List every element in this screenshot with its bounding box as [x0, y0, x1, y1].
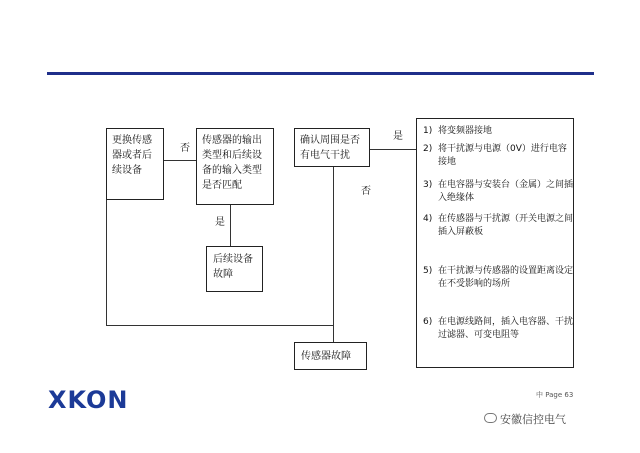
measure-text: 在传感器与干扰源（开关电源之间插入屏蔽板	[438, 214, 574, 237]
measure-text: 在干扰源与传感器的设置距离设定在不受影响的场所	[438, 266, 574, 289]
title-divider	[47, 72, 594, 75]
measure-number: 6)	[423, 317, 433, 327]
replace-device-box: 更换传感器或者后续设备	[106, 128, 164, 200]
measure-item-6	[423, 316, 573, 356]
measure-text: 在电容器与安装台（金属）之间插入绝缘体	[438, 180, 574, 203]
measure-number: 3)	[423, 180, 433, 190]
company-logo: XKON	[48, 386, 129, 414]
sensor-match-box: 传感器的输出类型和后续设备的输入类型是否匹配	[196, 128, 274, 205]
countermeasures-box	[416, 118, 574, 368]
watermark-text: 安徽信控电气	[500, 413, 566, 426]
measure-number: 2)	[423, 144, 433, 154]
measure-item-1	[423, 125, 573, 139]
connector-bottom-horizontal	[106, 325, 334, 326]
connector-left-vertical	[106, 198, 107, 326]
measure-text: 将变频器接地	[438, 126, 493, 136]
connector-yes-right	[370, 149, 417, 150]
page-number: 中 Page 63	[536, 391, 574, 399]
measure-item-5	[423, 265, 573, 305]
wechat-icon	[484, 413, 497, 423]
downstream-fault-box: 后续设备故障	[206, 246, 263, 292]
measure-text: 在电源线路间，插入电容器、干扰过滤器、可变电阻等	[438, 317, 574, 340]
measure-item-4	[423, 213, 573, 253]
measure-number: 5)	[423, 266, 433, 276]
yes-label-interference: 是	[393, 131, 403, 142]
check-interference-box: 确认周围是否有电气干扰	[294, 128, 370, 167]
no-label-interference: 否	[361, 186, 371, 197]
sensor-fault-box: 传感器故障	[294, 342, 367, 370]
measure-number: 4)	[423, 214, 433, 224]
measure-item-3	[423, 179, 573, 207]
measure-number: 1)	[423, 126, 433, 136]
yes-label-match: 是	[215, 217, 225, 228]
connector-yes-down	[230, 205, 231, 246]
connector-no-left	[163, 160, 196, 161]
no-label-match: 否	[180, 143, 190, 154]
measure-item-2	[423, 143, 573, 171]
connector-no-down	[333, 167, 334, 342]
measure-text: 将干扰源与电源（0V）进行电容接地	[438, 144, 567, 167]
